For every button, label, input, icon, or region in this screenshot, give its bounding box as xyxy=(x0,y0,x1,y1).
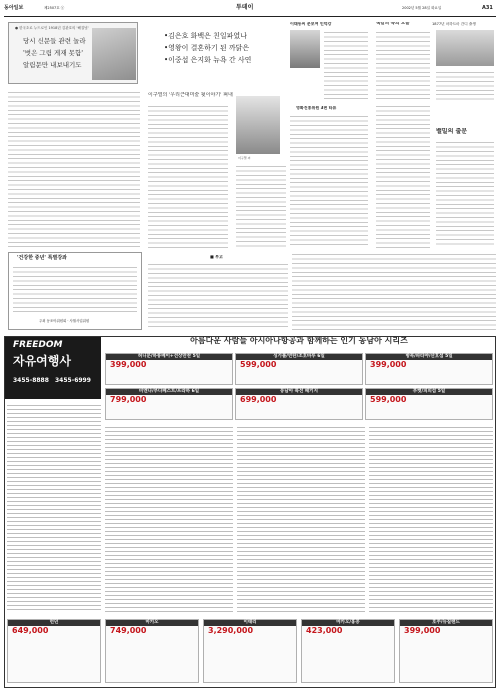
tour-name-6: 푸켓/피피섬 5일 xyxy=(366,389,492,395)
notice-box xyxy=(8,252,142,330)
bottom-tile-2 xyxy=(105,619,199,683)
ad-tour-grid xyxy=(105,353,493,421)
newspaper-name: 동아일보 xyxy=(4,5,24,11)
right-bottom-body xyxy=(376,104,430,248)
obituary-body-2 xyxy=(292,252,496,330)
right-bottom-body-2 xyxy=(436,140,494,248)
ad-phone-2: 3455-6999 xyxy=(55,377,91,384)
ad-listing-mid-2 xyxy=(237,425,365,615)
feature-leads xyxy=(164,30,284,84)
tour-name-1: 허니문/하롱베이+선상만찬 5일 xyxy=(106,354,232,360)
feature-body-right xyxy=(236,164,286,248)
right-top-title: 책갈피 속의 오늘 xyxy=(376,22,410,26)
tour-tile-1 xyxy=(105,353,233,385)
feature-body-left xyxy=(8,90,140,248)
page-number: A31 xyxy=(482,5,493,11)
feature-body-middle xyxy=(148,104,228,248)
ad-phone-1: 3455-8888 xyxy=(13,377,49,384)
painting-image xyxy=(92,28,136,80)
tour-price-5: 699,000 xyxy=(240,395,277,404)
ad-listing-mid-1 xyxy=(105,425,233,615)
portrait-photo xyxy=(236,96,280,154)
notice-footer: 주최 동조아위원회 · 사월사업위원 xyxy=(39,319,90,323)
intro-headline-3: 알림문만 내보내기도 xyxy=(23,61,82,69)
portrait-caption: 이구열 씨 xyxy=(238,156,251,160)
bottom-tile-4 xyxy=(301,619,395,683)
right-top-body-2 xyxy=(436,70,494,100)
bottom-tile-3 xyxy=(203,619,297,683)
bottom-price-1: 649,000 xyxy=(12,626,49,635)
tour-name-5: 동남아 특선 패키지 xyxy=(236,389,362,395)
ad-brand-block xyxy=(5,337,101,399)
tour-price-6: 599,000 xyxy=(370,395,407,404)
tour-tile-4 xyxy=(105,388,233,420)
intro-headline-2: '벗은 그림 게재 못함' xyxy=(23,49,84,57)
bottom-tile-1 xyxy=(7,619,101,683)
ad-bottom-row xyxy=(7,619,493,685)
publication-date: 2002년 5월 28일 화요일 xyxy=(402,6,442,10)
right-bottom-title: 밸밀의 출문 xyxy=(436,128,468,135)
advertisement xyxy=(4,336,496,688)
intro-kicker: ● 한국초로 누드로인 1918년 김관호의 '해질녘' xyxy=(15,26,89,30)
tour-tile-6 xyxy=(365,388,493,420)
tour-name-2: 싱가폴/빈탄/조호바루 6일 xyxy=(236,354,362,360)
column-portrait xyxy=(290,30,320,68)
column-title: 이태동씨 문보여 인덕강 xyxy=(290,22,332,26)
column-body-top xyxy=(324,30,368,102)
bottom-name-1: 런던 xyxy=(8,620,100,626)
tour-tile-5 xyxy=(235,388,363,420)
intro-headline-1: 당시 신문들 관련 놀라 xyxy=(23,37,86,45)
tour-price-3: 399,000 xyxy=(370,360,407,369)
bottom-price-3: 3,290,000 xyxy=(208,626,254,635)
lead-line-1: •김은호 화백은 친일파였나 xyxy=(164,32,247,40)
column-body xyxy=(290,114,368,248)
lead-line-3: •이중섭 은지화 뉴욕 간 사연 xyxy=(164,56,252,64)
notice-title: '건강한 중년' 특별강좌 xyxy=(17,255,68,261)
bottom-name-2: 마카오 xyxy=(106,620,198,626)
ad-agency-name: 자유여행사 xyxy=(13,354,71,368)
issue-number: 제2507호 ⓒ xyxy=(44,6,65,10)
tour-name-3: 방콕/파타야/산호섬 5일 xyxy=(366,354,492,360)
tour-price-2: 599,000 xyxy=(240,360,277,369)
ad-brand-logo: FREEDOM xyxy=(13,340,63,350)
tour-price-4: 799,000 xyxy=(110,395,147,404)
notice-body xyxy=(13,265,137,315)
right-top-image xyxy=(436,30,494,66)
bottom-name-5: 호주/뉴질랜드 xyxy=(400,620,492,626)
right-top-note: 1877년 마하트마 간디 출생 xyxy=(432,22,476,26)
obituary-body xyxy=(148,262,288,330)
ad-listing-left xyxy=(7,403,101,613)
bottom-price-2: 749,000 xyxy=(110,626,147,635)
tour-price-1: 399,000 xyxy=(110,360,147,369)
right-top-body xyxy=(376,30,430,100)
bottom-name-3: 이태리 xyxy=(204,620,296,626)
bottom-price-5: 399,000 xyxy=(404,626,441,635)
obituary-header: ■ 부고 xyxy=(210,255,223,259)
lead-line-2: •영왕이 결혼하기 된 까닭은 xyxy=(164,44,250,52)
tour-tile-3 xyxy=(365,353,493,385)
column-subtitle: 영화진흥위원 3편 타류 xyxy=(296,106,337,110)
page-header xyxy=(4,3,496,17)
feature-title: 이구열의 '우리근대미술 뒷이야기' 펴내 xyxy=(148,92,233,98)
ad-listing-right xyxy=(369,425,493,615)
tour-tile-2 xyxy=(235,353,363,385)
bottom-tile-5 xyxy=(399,619,493,683)
section-name: 투데이 xyxy=(236,4,254,11)
bottom-name-4: 마카오/홍콩 xyxy=(302,620,394,626)
tour-name-4: 비엔나/부다페스트/프라하 6일 xyxy=(106,389,232,395)
ad-banner: 아름다운 사람들 아시아나항공과 함께하는 인기 동남아 시리즈 xyxy=(190,336,408,345)
bottom-price-4: 423,000 xyxy=(306,626,343,635)
